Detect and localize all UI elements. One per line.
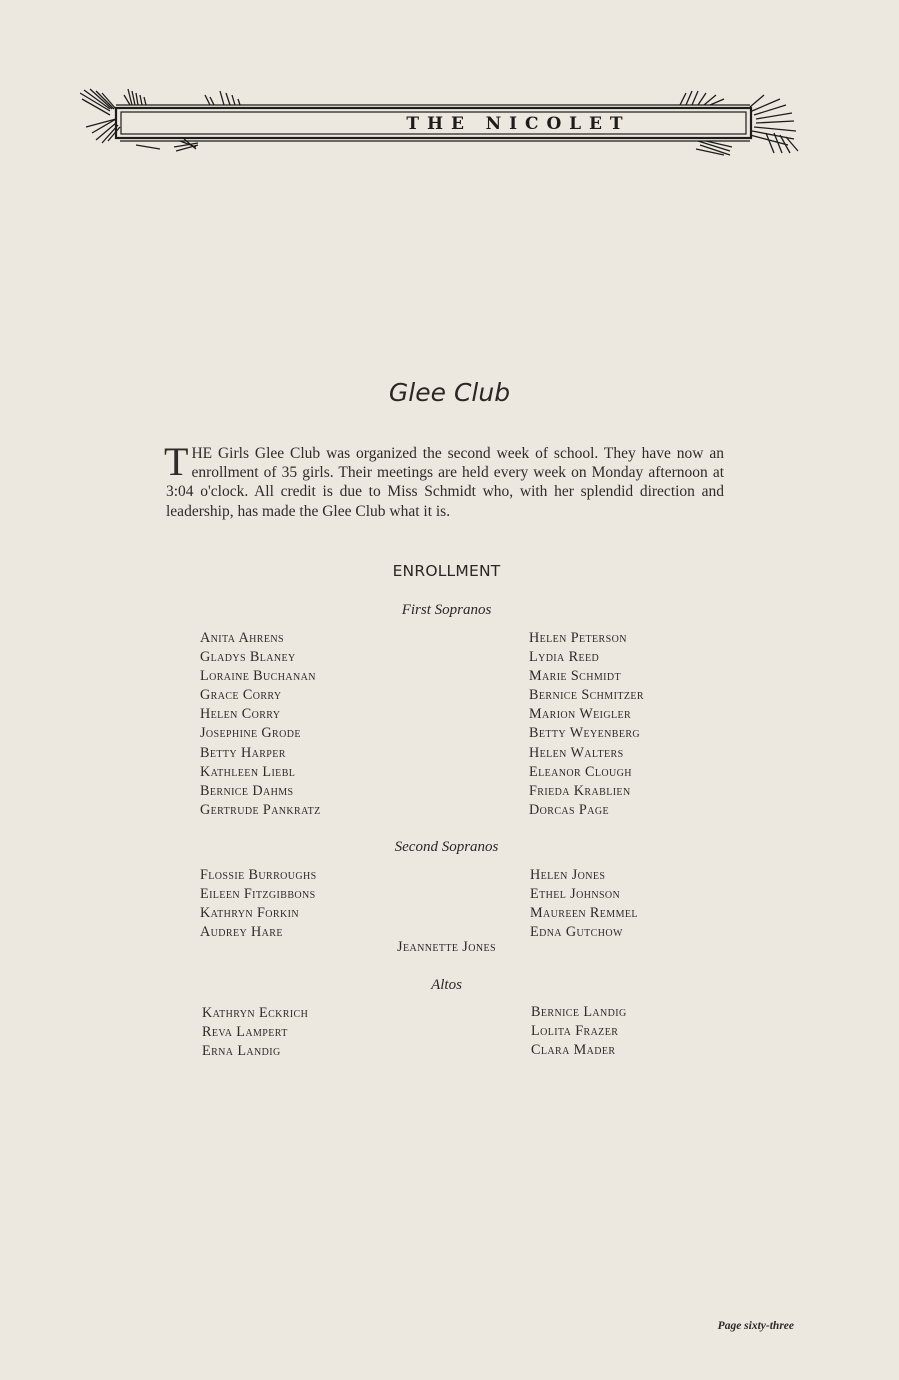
member-name: Bernice Schmitzer xyxy=(529,687,644,704)
member-name: Kathryn Forkin xyxy=(200,905,299,922)
second-sopranos-center-name: Jeannette Jones xyxy=(397,939,496,955)
member-name: Clara Mader xyxy=(531,1042,616,1059)
altos-left-list xyxy=(202,1004,308,1061)
enrollment-title: ENROLLMENT xyxy=(392,562,501,580)
intro-text: HE Girls Glee Club was organized the second week of school. They have now an enrollment of 35 girls. Their meetings are held every week on Monday afternoon at 3:04 o'clock. All credit is due to Miss Schmidt who, with her splendid direction and leadership, has made the Glee Club what it is. xyxy=(166,445,724,520)
member-name: Marie Schmidt xyxy=(529,668,622,685)
member-name: Edna Gutchow xyxy=(530,924,623,941)
member-name: Josephine Grode xyxy=(200,725,301,742)
member-name: Flossie Burroughs xyxy=(200,867,317,883)
section-label-altos: Altos xyxy=(431,977,462,993)
member-name: Lolita Frazer xyxy=(531,1023,619,1040)
member-name: Gladys Blaney xyxy=(200,649,296,666)
member-name: Lydia Reed xyxy=(529,649,600,666)
member-name: Eleanor Clough xyxy=(529,763,632,780)
member-name: Ethel Johnson xyxy=(530,886,621,903)
section-label-first-sopranos: First Sopranos xyxy=(401,602,492,618)
member-name: Dorcas Page xyxy=(529,801,609,818)
member-name: Grace Corry xyxy=(200,687,282,704)
first-sopranos-right-list xyxy=(529,629,644,820)
member-name: Anita Ahrens xyxy=(200,630,284,646)
member-name: Helen Peterson xyxy=(529,630,627,646)
member-name: Audrey Hare xyxy=(200,924,283,941)
member-name: Frieda Krablien xyxy=(529,782,631,799)
member-name: Bernice Landig xyxy=(531,1004,627,1020)
member-name: Maureen Remmel xyxy=(530,905,638,922)
banner-title: T H E N I C O L E T xyxy=(406,114,624,134)
page-number: Page sixty-three xyxy=(717,1320,794,1332)
member-name: Marion Weigler xyxy=(529,706,632,723)
member-name: Kathryn Eckrich xyxy=(202,1005,309,1021)
drop-cap: T xyxy=(164,439,189,484)
second-sopranos-left-list xyxy=(200,866,317,942)
header-banner xyxy=(80,85,802,160)
second-sopranos-right-list xyxy=(530,866,638,942)
intro-paragraph xyxy=(164,439,724,521)
member-name: Bernice Dahms xyxy=(200,782,294,799)
member-name: Loraine Buchanan xyxy=(200,668,316,685)
member-name: Helen Corry xyxy=(200,706,281,723)
page-title: Glee Club xyxy=(388,378,511,407)
member-name: Kathleen Liebl xyxy=(200,763,296,780)
member-name: Helen Jones xyxy=(530,867,606,883)
member-name: Gertrude Pankratz xyxy=(200,801,321,818)
member-name: Eileen Fitzgibbons xyxy=(200,886,316,903)
member-name: Erna Landig xyxy=(202,1043,281,1060)
altos-right-list xyxy=(531,1003,627,1060)
member-name: Betty Harper xyxy=(200,744,286,761)
member-name: Helen Walters xyxy=(529,744,624,761)
first-sopranos-left-list xyxy=(200,629,321,820)
member-name: Betty Weyenberg xyxy=(529,725,641,742)
member-name: Reva Lampert xyxy=(202,1024,288,1041)
section-label-second-sopranos: Second Sopranos xyxy=(394,839,499,855)
